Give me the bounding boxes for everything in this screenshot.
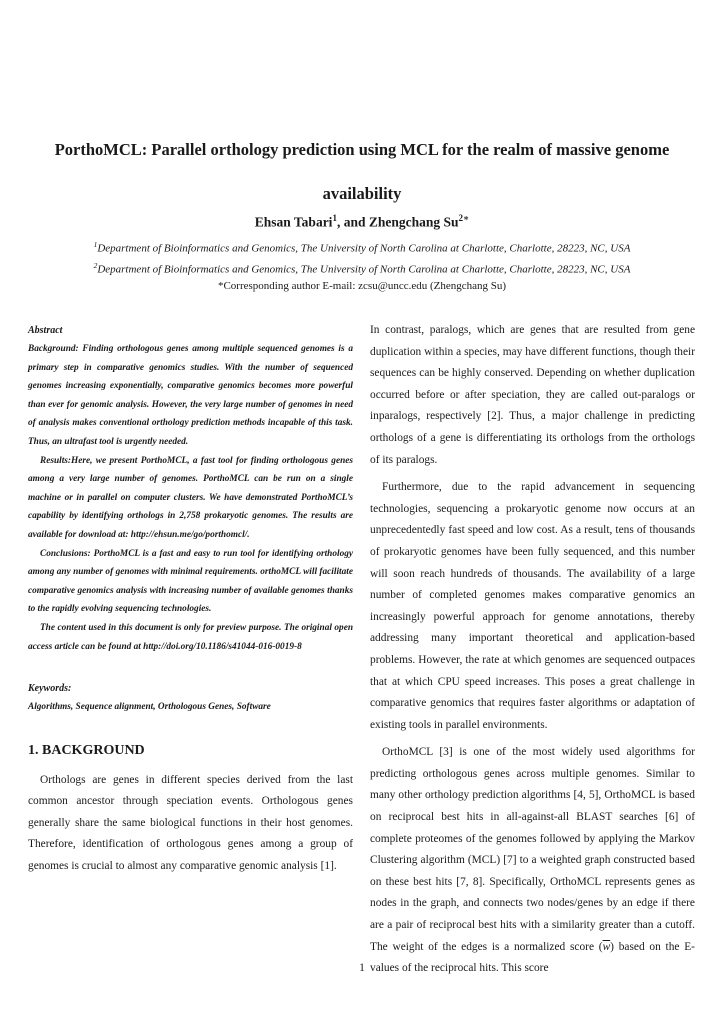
left-column (28, 322, 353, 878)
affiliation-2-text: Department of Bioinformatics and Genomics, The University of North Carolina at Charlotte, Charlotte, 28223, NC, USA (97, 263, 631, 276)
paper-title: PorthoMCL: Parallel orthology prediction using MCL for the realm of massive genome availability (54, 140, 670, 203)
orthomcl-paragraph (370, 742, 695, 980)
affiliation-1-text: Department of Bioinformatics and Genomics, The University of North Carolina at Charlotte, Charlotte, 28223, NC, USA (97, 242, 631, 255)
author-1-mark: 1 (332, 213, 337, 223)
abstract-background: Background: Finding orthologous genes among multiple sequenced genomes is a primary step in comparative genomics studies. With the number of sequenced genomes increasing exponentially, comparative genomics becomes more powerful than ever for genomic analysis. However, the very large number of genomes in need of analysis makes conventional orthology prediction methods incapable of this task. Thus, an ultrafast tool is urgently needed. (28, 344, 353, 447)
corresponding-author: *Corresponding author E-mail: zcsu@uncc.edu (Zhengchang Su) (217, 280, 507, 292)
affiliation-2-mark: 2 (93, 261, 98, 270)
orthomcl-text-after: ) based on the E-values of the reciprocal hits. This score (370, 940, 695, 975)
abstract-results: Results:Here, we present PorthoMCL, a fast tool for finding orthologous genes among a very large number of genomes. PorthoMCL can be run on a single machine or in parallel on computer clusters. We have demonstrated PorthoMCL’s capability by identifying orthologs in 2,758 prokaryotic genomes. The results are available for download at: http://ehsun.me/go/porthomcl/. (28, 455, 353, 540)
author-separator: , and (336, 214, 369, 230)
right-column (370, 320, 695, 980)
author-2-mark: 2∗ (458, 213, 470, 223)
section-heading: 1. BACKGROUND (28, 742, 145, 758)
keywords-heading: Keywords: (28, 683, 72, 695)
affiliation-1 (20, 238, 704, 256)
paralogs-paragraph: In contrast, paralogs, which are genes that are resulted from gene duplication within a species, may have different functions, though their sequences can be highly conserved. Depending on whether duplication occurred before or after speciation, they are called out-paralogs or inparalogs, respectively [2]. Thus, a major challenge in predicting orthologs of a gene is differentiating its orthologs from the orthologs of its paralogs. (370, 324, 695, 466)
affiliation-1-mark: 1 (93, 240, 98, 249)
affiliation-2 (20, 259, 704, 277)
page-number: 1 (359, 962, 365, 974)
author-2-name: Zhengchang Su (368, 214, 459, 230)
abstract-heading: Abstract (28, 325, 63, 336)
background-paragraph: Orthologs are genes in different species derived from the last common ancestor through speciation events. Orthologous genes generally share the same biological functions in their host genomes. Therefore, identification of orthologous genes among a group of genomes is crucial to almost any comparative genomic analysis [1]. (28, 773, 353, 873)
sequencing-paragraph: Furthermore, due to the rapid advancement in sequencing technologies, sequencing a prokaryotic genome now occurs at an unprecedentedly fast speed and low cost. As a result, tens of thousands of prokaryotic genomes have been fully sequenced, and this number will soon reach hundreds of thousands. The availability of a large number of completed genomes makes comparative genomics an increasingly powerful approach for genome annotations, thereby addressing many important theoretical and application-based problems. However, the rate at which genomes are sequenced outpaces that at which CPU speed increases. This poses a great challenge in comparative genomics that requires faster algorithms or adaptation of existing tools in parallel environments. (370, 481, 695, 731)
keywords-text: Algorithms, Sequence alignment, Orthologous Genes, Software (28, 702, 271, 713)
abstract-conclusions: Conclusions: PorthoMCL is a fast and easy to run tool for identifying orthology among any number of genomes with minimal requirements. orthoMCL will facilitate comparative genomics analysis with increasing number of available genomes thanks to the rapidly evolving sequencing technologies. (28, 548, 353, 615)
author-1-name: Ehsan Tabari (254, 214, 333, 230)
keywords-block (28, 680, 353, 717)
normalized-score-symbol: $\overline{w}$ (602, 940, 611, 953)
abstract-preview-note: The content used in this document is only for preview purpose. The original open access article can be found at http://doi.org/10.1186/s41044-016-0019-8 (28, 622, 353, 652)
author-line (30, 209, 694, 232)
orthomcl-text-before: OrthoMCL [3] is one of the most widely used algorithms for predicting orthologous genes across multiple genomes. Similar to many other orthology prediction algorithms [4, 5], OrthoMCL is based on reciprocal best hits in all-against-all BLAST searches [6] of complete proteomes of the genomes followed by applying the Markov Clustering algorithm (MCL) [7] to a weighted graph constructed based on these best hits [7, 8]. Specifically, OrthoMCL represents genes as nodes in the graph, and connects two nodes/genes by an edge if there are a pair of reciprocal best hits with a similarity greater than a cutoff. The weight of the edges is a normalized score ( (370, 746, 695, 953)
